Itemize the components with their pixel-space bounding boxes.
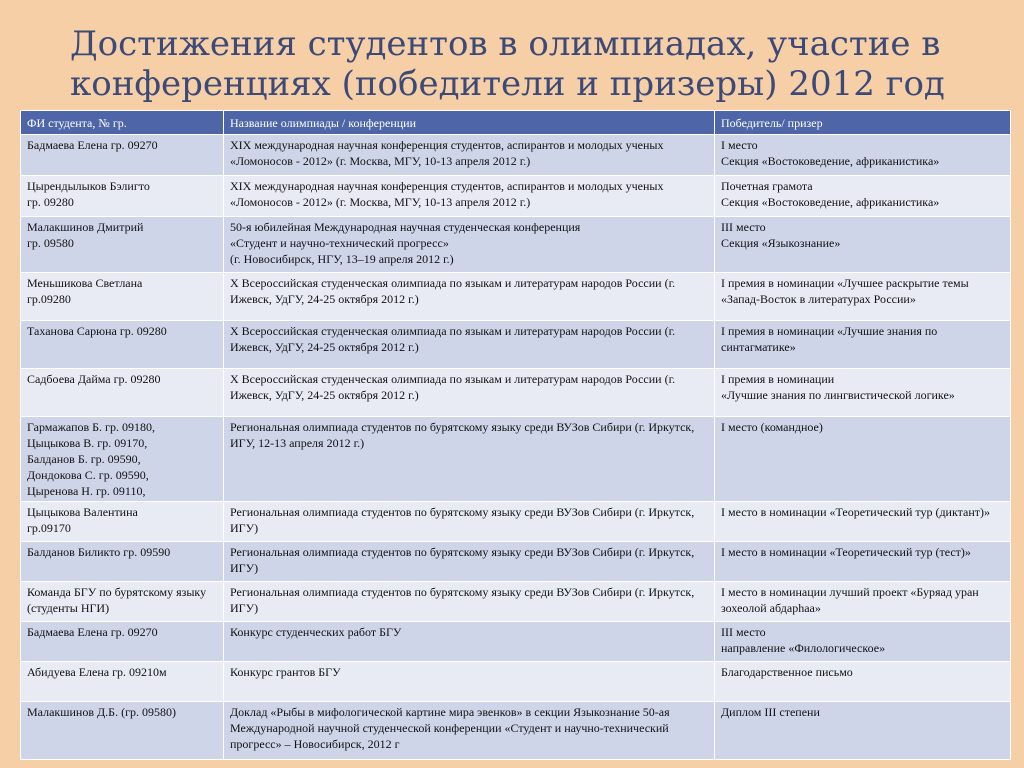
cell-event: X Всероссийская студенческая олимпиада по языкам и литературам народов России (г. Ижевск, УдГУ, 24-25 октября 2012 г.)	[224, 321, 715, 369]
table-row	[21, 622, 1011, 662]
cell-student: Малакшинов Дмитрий гр. 09580	[21, 217, 224, 273]
header-result: Победитель/ призер	[715, 111, 1011, 135]
table-row	[21, 135, 1011, 176]
cell-result: I премия в номинации «Лучшие знания по синтагматике»	[715, 321, 1011, 369]
cell-event: Конкурс студенческих работ БГУ	[224, 622, 715, 662]
cell-result: I премия в номинации «Лучшие знания по лингвистической логике»	[715, 369, 1011, 417]
header-event: Название олимпиады / конференции	[224, 111, 715, 135]
cell-student: Таханова Сарюна гр. 09280	[21, 321, 224, 369]
table-row	[21, 502, 1011, 542]
cell-result: Благодарственное письмо	[715, 662, 1011, 702]
cell-event: Региональная олимпиада студентов по бурятскому языку среди ВУЗов Сибири (г. Иркутск, ИГУ)	[224, 582, 715, 622]
table-row	[21, 702, 1011, 760]
table-row	[21, 321, 1011, 369]
cell-student: Садбоева Дайма гр. 09280	[21, 369, 224, 417]
table-row	[21, 582, 1011, 622]
achievements-table	[20, 110, 1011, 760]
cell-student: Бадмаева Елена гр. 09270	[21, 622, 224, 662]
cell-event: 50-я юбилейная Международная научная студенческая конференция «Студент и научно-технический прогресс» (г. Новосибирск, НГУ, 13–19 апреля 2012 г.)	[224, 217, 715, 273]
cell-student: Балданов Биликто гр. 09590	[21, 542, 224, 582]
cell-result: I место в номинации «Теоретический тур (диктант)»	[715, 502, 1011, 542]
table-header-row	[21, 111, 1011, 135]
cell-event: Региональная олимпиада студентов по бурятскому языку среди ВУЗов Сибири (г. Иркутск, ИГУ)	[224, 542, 715, 582]
cell-result: I место в номинации «Теоретический тур (тест)»	[715, 542, 1011, 582]
table-body	[21, 135, 1011, 760]
cell-result: III место Секция «Языкознание»	[715, 217, 1011, 273]
cell-student: Малакшинов Д.Б. (гр. 09580)	[21, 702, 224, 760]
slide-title: Достижения студентов в олимпиадах, участие в конференциях (победители и призеры) 2012 год	[70, 24, 945, 104]
table-row	[21, 369, 1011, 417]
cell-student: Цырендылыков Бэлигто гр. 09280	[21, 176, 224, 217]
table-row	[21, 273, 1011, 321]
table-row	[21, 417, 1011, 502]
cell-event: XIX международная научная конференция студентов, аспирантов и молодых ученых «Ломоносов - 2012» (г. Москва, МГУ, 10-13 апреля 2012 г.)	[224, 176, 715, 217]
cell-result: I место (командное)	[715, 417, 1011, 502]
cell-event: XIX международная научная конференция студентов, аспирантов и молодых ученых «Ломоносов - 2012» (г. Москва, МГУ, 10-13 апреля 2012 г.)	[224, 135, 715, 176]
cell-result: I премия в номинации «Лучшее раскрытие темы «Запад-Восток в литературах России»	[715, 273, 1011, 321]
cell-event: X Всероссийская студенческая олимпиада по языкам и литературам народов России (г. Ижевск, УдГУ, 24-25 октября 2012 г.)	[224, 273, 715, 321]
cell-student: Цыцыкова Валентина гр.09170	[21, 502, 224, 542]
cell-student: Команда БГУ по бурятскому языку (студенты НГИ)	[21, 582, 224, 622]
cell-result: I место в номинации лучший проект «Буряад уран зохеолой абдарhаа»	[715, 582, 1011, 622]
table-row	[21, 542, 1011, 582]
table-row	[21, 662, 1011, 702]
header-student: ФИ студента, № гр.	[21, 111, 224, 135]
table-row	[21, 217, 1011, 273]
cell-student: Бадмаева Елена гр. 09270	[21, 135, 224, 176]
cell-event: X Всероссийская студенческая олимпиада по языкам и литературам народов России (г. Ижевск, УдГУ, 24-25 октября 2012 г.)	[224, 369, 715, 417]
cell-result: Диплом III степени	[715, 702, 1011, 760]
table-row	[21, 176, 1011, 217]
cell-event: Конкурс грантов БГУ	[224, 662, 715, 702]
cell-event: Региональная олимпиада студентов по бурятскому языку среди ВУЗов Сибири (г. Иркутск, ИГУ, 12-13 апреля 2012 г.)	[224, 417, 715, 502]
cell-result: Почетная грамота Секция «Востоковедение, африканистика»	[715, 176, 1011, 217]
cell-result: III место направление «Филологическое»	[715, 622, 1011, 662]
cell-result: I место Секция «Востоковедение, африканистика»	[715, 135, 1011, 176]
cell-event: Региональная олимпиада студентов по бурятскому языку среди ВУЗов Сибири (г. Иркутск, ИГУ)	[224, 502, 715, 542]
cell-student: Гармажапов Б. гр. 09180, Цыцыкова В. гр. 09170, Балданов Б. гр. 09590, Дондокова С. гр. 09590, Цыренова Н. гр. 09110,	[21, 417, 224, 502]
cell-event: Доклад «Рыбы в мифологической картине мира эвенков» в секции Языкознание 50-ая Международной научной студенческой конференции «Студент и научно-технический прогресс» – Новосибирск, 2012 г	[224, 702, 715, 760]
cell-student: Меньшикова Светлана гр.09280	[21, 273, 224, 321]
cell-student: Абидуева Елена гр. 09210м	[21, 662, 224, 702]
